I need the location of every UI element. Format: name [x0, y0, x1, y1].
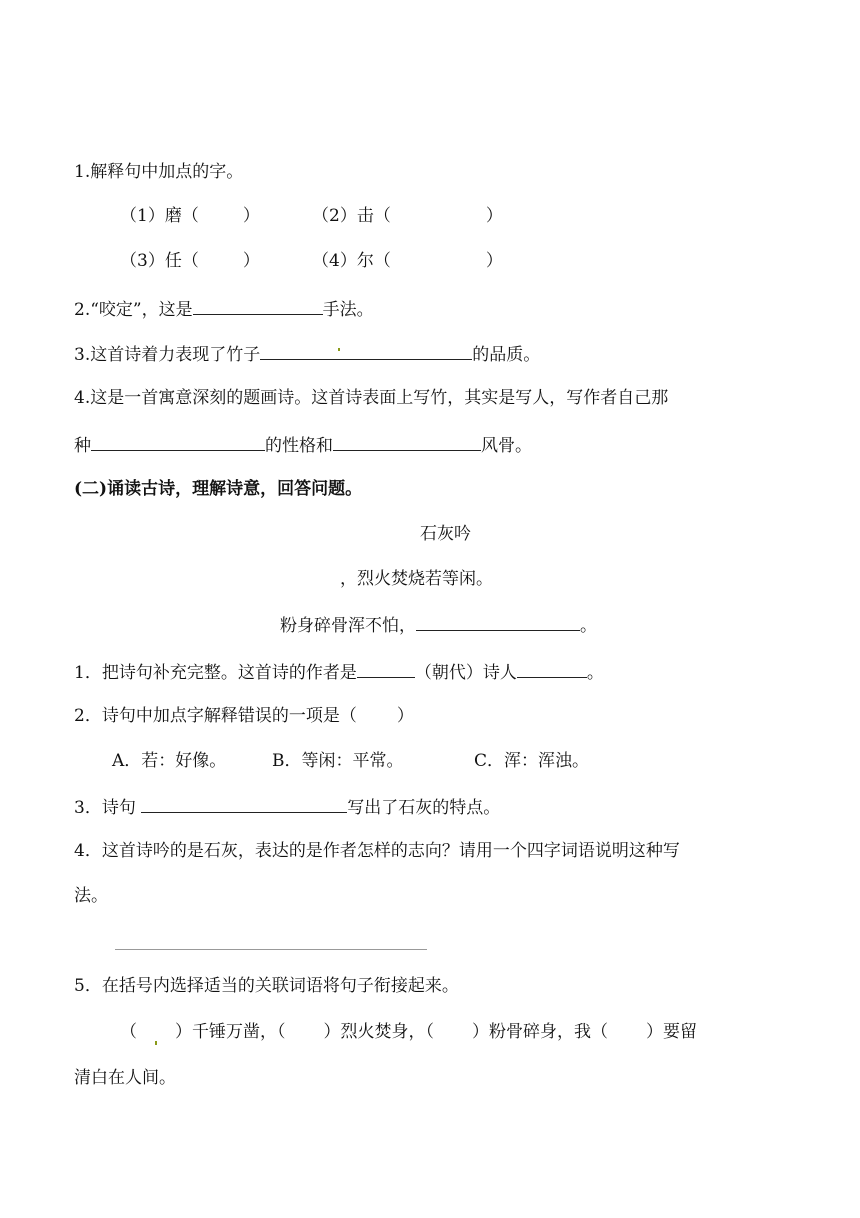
q4-text: 的性格和	[265, 436, 333, 456]
q4-text: 种	[74, 436, 91, 456]
item-label: （3）任（	[120, 251, 199, 271]
q-text: 3．诗句	[74, 798, 142, 818]
q-text: （	[120, 1022, 137, 1042]
q-text: ）要留	[646, 1022, 697, 1042]
stray-dot	[338, 348, 340, 351]
q2-before: 2.“咬定”，这是	[74, 300, 193, 320]
question-1	[74, 160, 243, 184]
q-text: ）	[396, 706, 414, 726]
item-label: （1）磨（	[120, 206, 199, 226]
item-close: ）	[485, 251, 503, 271]
poem-line-1	[340, 567, 493, 591]
q4-text: 风骨。	[481, 436, 532, 456]
question-2	[74, 296, 374, 322]
p2-question-5-sentence-line-1	[120, 1020, 697, 1044]
q-text: 写出了石灰的特点。	[347, 798, 501, 818]
option-b	[272, 749, 404, 773]
p2-question-3	[74, 794, 500, 820]
p2-question-1	[74, 659, 604, 685]
question-1-item-4	[312, 249, 503, 273]
p2-question-5-sentence-line-2	[74, 1066, 176, 1090]
q-text: 法。	[74, 886, 108, 906]
p2-question-2	[74, 704, 414, 728]
question-1-text: 1.解释句中加点的字。	[74, 162, 244, 182]
poem-title-text: 石灰吟	[420, 524, 471, 544]
option-a	[112, 749, 226, 773]
q-text: ）粉骨碎身，我（	[472, 1022, 608, 1042]
q-text: 2．诗句中加点字解释错误的一项是（	[74, 706, 357, 726]
question-1-item-1	[120, 204, 260, 228]
p2-question-4-line-1	[74, 839, 680, 863]
option-text: B．等闲：平常。	[272, 751, 404, 771]
q-text: 。	[586, 663, 604, 683]
item-label: （2）击（	[312, 206, 391, 226]
item-close: ）	[242, 206, 260, 226]
question-3	[74, 341, 540, 367]
answer-blank[interactable]	[357, 659, 415, 678]
q2-after: 手法。	[322, 300, 374, 320]
poem-line-2	[280, 612, 597, 638]
q-text: 5．在括号内选择适当的关联词语将句子衔接起来。	[74, 976, 459, 996]
q3-before: 3.这首诗着力表现了竹子	[74, 345, 261, 365]
q3-after: 的品质。	[472, 345, 541, 365]
item-close: ）	[485, 206, 503, 226]
answer-blank[interactable]	[333, 432, 481, 451]
poem-line-text: 。	[580, 616, 597, 636]
q-text: 4．这首诗吟的是石灰，表达的是作者怎样的志向？请用一个四字词语说明这种写	[74, 841, 680, 861]
question-1-item-3	[120, 249, 260, 273]
question-4-line-2	[74, 432, 532, 458]
section-heading	[74, 477, 362, 501]
question-1-item-2	[312, 204, 503, 228]
poem-title	[420, 522, 471, 546]
stray-dot	[155, 1041, 157, 1045]
answer-blank[interactable]	[260, 341, 472, 360]
heading-text: (二)诵读古诗，理解诗意，回答问题。	[74, 479, 363, 499]
option-c	[474, 749, 589, 773]
answer-blank[interactable]	[416, 612, 580, 631]
p2-question-4-line-2	[74, 884, 108, 908]
poem-line-text: ，烈火焚烧若等闲。	[340, 569, 493, 589]
q4-text: 4.这是一首寓意深刻的题画诗。这首诗表面上写竹，其实是写人，写作者自己那	[74, 388, 669, 408]
item-label: （4）尔（	[312, 251, 391, 271]
poem-line-text: 粉身碎骨浑不怕，	[280, 616, 416, 636]
q-text: （朝代）诗人	[414, 663, 517, 683]
answer-blank[interactable]	[141, 794, 347, 813]
q-text: 清白在人间。	[74, 1068, 176, 1088]
answer-line[interactable]	[115, 949, 427, 950]
answer-blank[interactable]	[193, 296, 323, 315]
q-text: ）烈火焚身，（	[323, 1022, 434, 1042]
answer-blank[interactable]	[517, 659, 587, 678]
option-text: C．浑：浑浊。	[474, 751, 590, 771]
answer-blank[interactable]	[91, 432, 265, 451]
item-close: ）	[242, 251, 260, 271]
option-text: A．若：好像。	[112, 751, 227, 771]
q-text: ）千锤万凿，（	[175, 1022, 286, 1042]
question-4-line-1	[74, 386, 668, 410]
p2-question-5	[74, 974, 459, 998]
q-text: 1．把诗句补充完整。这首诗的作者是	[74, 663, 357, 683]
